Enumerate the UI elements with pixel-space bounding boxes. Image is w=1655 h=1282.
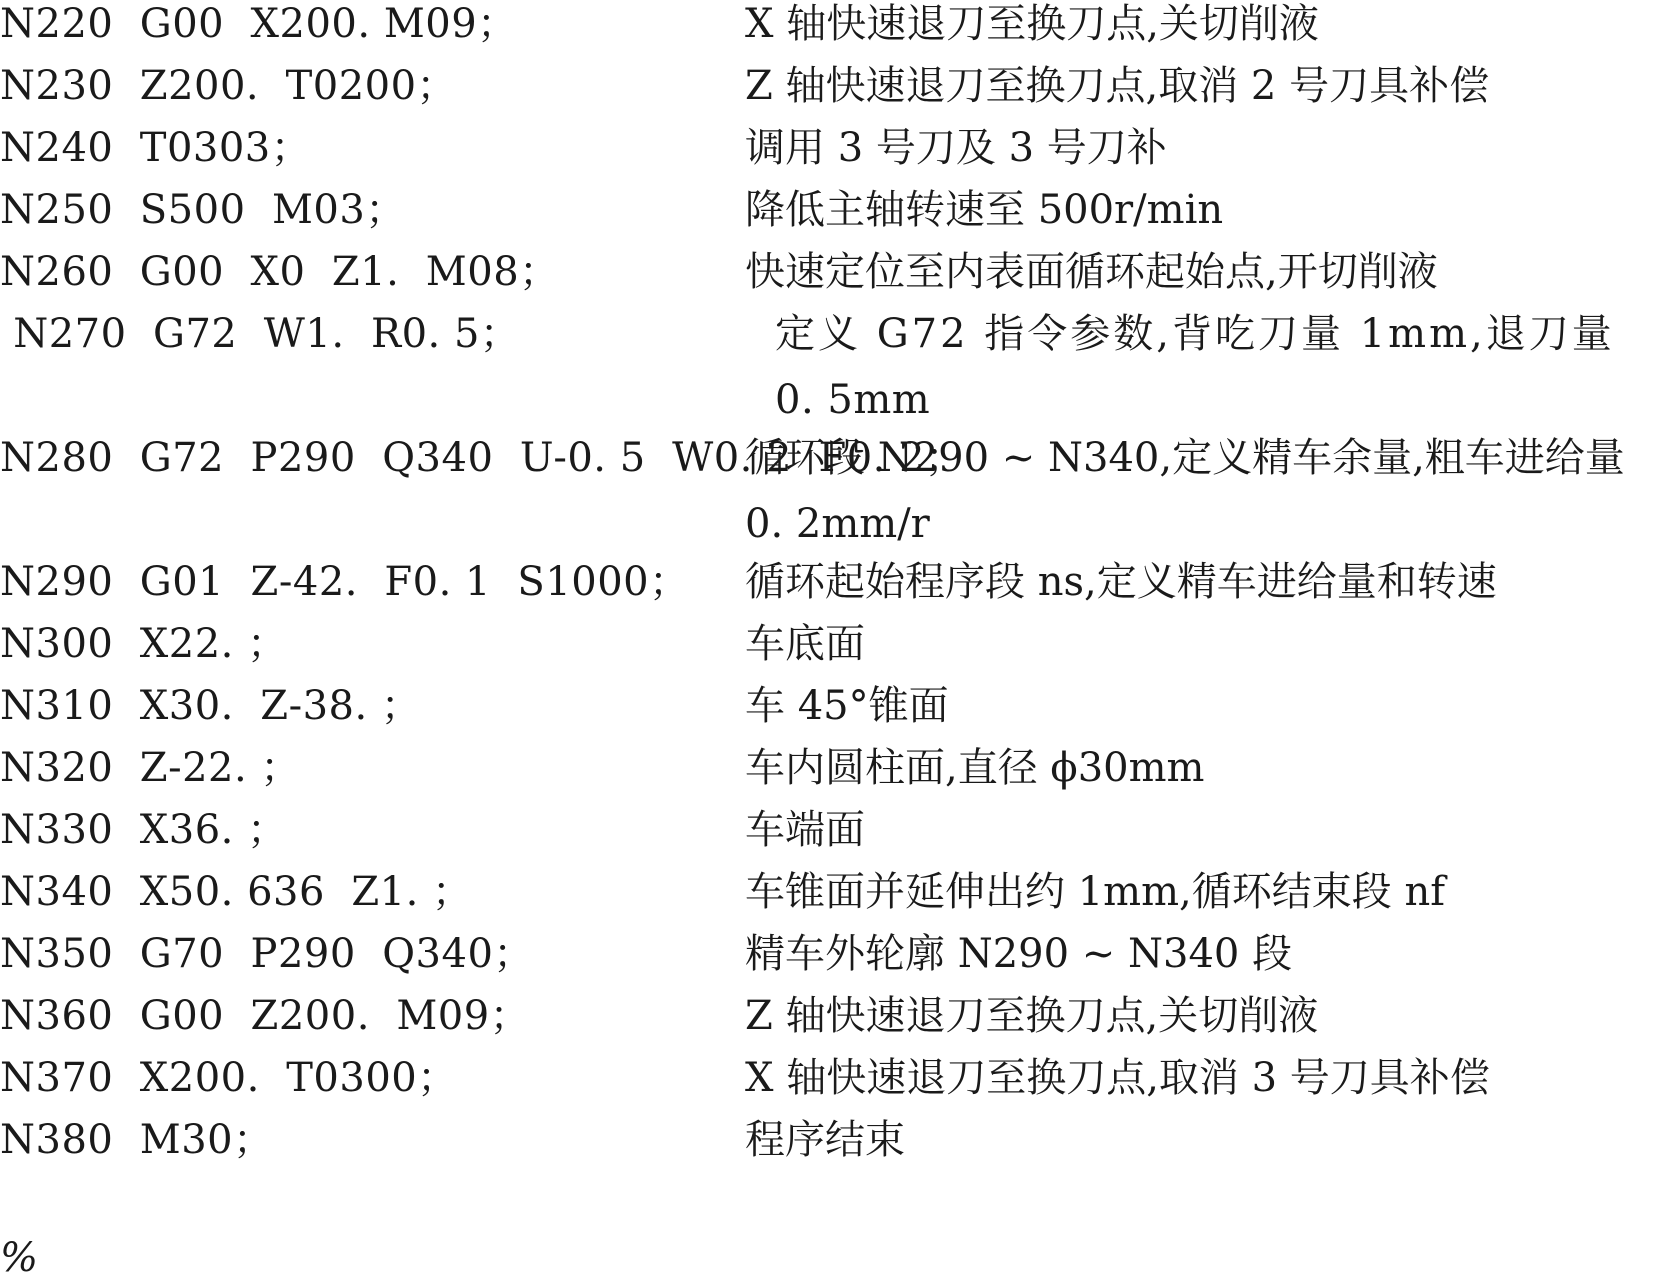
line-comment: 车 45°锥面 (745, 683, 949, 729)
nc-code: N340 X50. 636 Z1. ； (0, 869, 473, 915)
line-comment: 降低主轴转速至 500r/min (745, 187, 1224, 233)
comment-main: 循环段 N290 ~ N340,定义精车余量,粗车进给量 (745, 435, 1625, 481)
program-line-n260 (0, 248, 1655, 314)
line-comment: Z 轴快速退刀至换刀点,关切削液 (745, 993, 1319, 1039)
nc-code: N320 Z-22. ； (0, 745, 301, 791)
comment-main: 定义 G72 指令参数,背吃刀量 1mm,退刀量 (775, 311, 1615, 357)
program-end-mark: % (0, 1235, 39, 1281)
nc-code: N270 G72 W1. R0. 5； (0, 311, 521, 357)
nc-code: N380 M30； (0, 1117, 274, 1163)
program-line-n360 (0, 992, 1655, 1058)
program-line-n340 (0, 868, 1655, 934)
nc-code: N250 S500 M03； (0, 187, 406, 233)
comment-continuation: 0. 2mm/r (745, 501, 930, 547)
nc-code: N290 G01 Z-42. F0. 1 S1000； (0, 559, 690, 605)
nc-code: N260 G00 X0 Z1. M08； (0, 249, 560, 295)
program-line-n290 (0, 558, 1655, 624)
nc-code: N300 X22. ； (0, 621, 288, 667)
line-comment: 调用 3 号刀及 3 号刀补 (745, 125, 1167, 171)
line-comment: Z 轴快速退刀至换刀点,取消 2 号刀具补偿 (745, 63, 1490, 109)
nc-code: N310 X30. Z-38. ； (0, 683, 422, 729)
line-comment: 车内圆柱面,直径 ϕ30mm (745, 745, 1205, 791)
line-comment (745, 434, 1655, 548)
program-line-n300 (0, 620, 1655, 686)
line-comment: 车底面 (745, 621, 865, 667)
line-comment: 程序结束 (745, 1117, 905, 1163)
program-line-n380 (0, 1116, 1655, 1182)
nc-code: N350 G70 P290 Q340； (0, 931, 534, 977)
program-line-n350 (0, 930, 1655, 996)
line-comment: X 轴快速退刀至换刀点,取消 3 号刀具补偿 (745, 1055, 1490, 1101)
program-line-n320 (0, 744, 1655, 810)
program-line-n250 (0, 186, 1655, 252)
line-comment: 精车外轮廓 N290 ~ N340 段 (745, 931, 1293, 977)
program-line-n230 (0, 62, 1655, 128)
nc-code: N330 X36. ； (0, 807, 288, 853)
program-line-n370 (0, 1054, 1655, 1120)
line-comment: 车锥面并延伸出约 1mm,循环结束段 nf (745, 869, 1446, 915)
nc-code: N370 X200. T0300； (0, 1055, 458, 1101)
program-line-n330 (0, 806, 1655, 872)
program-line-n310 (0, 682, 1655, 748)
program-line-n270 (0, 310, 1655, 434)
nc-code: N360 G00 Z200. M09； (0, 993, 531, 1039)
program-line-n220 (0, 0, 1655, 66)
program-line-n280 (0, 434, 1655, 558)
nc-code: N280 G72 P290 Q340 U-0. 5 W0. 2 F0. 2； (0, 435, 966, 481)
line-comment: 循环起始程序段 ns,定义精车进给量和转速 (745, 559, 1497, 605)
line-comment: 快速定位至内表面循环起始点,开切削液 (745, 249, 1438, 295)
nc-code: N230 Z200. T0200； (0, 63, 458, 109)
nc-code: N240 T0303； (0, 125, 312, 171)
comment-continuation: 0. 5mm (775, 377, 931, 423)
line-comment (775, 310, 1655, 424)
line-comment: 车端面 (745, 807, 865, 853)
program-line-n240 (0, 124, 1655, 190)
nc-code: N220 G00 X200. M09； (0, 1, 518, 47)
line-comment: X 轴快速退刀至换刀点,关切削液 (745, 1, 1319, 47)
